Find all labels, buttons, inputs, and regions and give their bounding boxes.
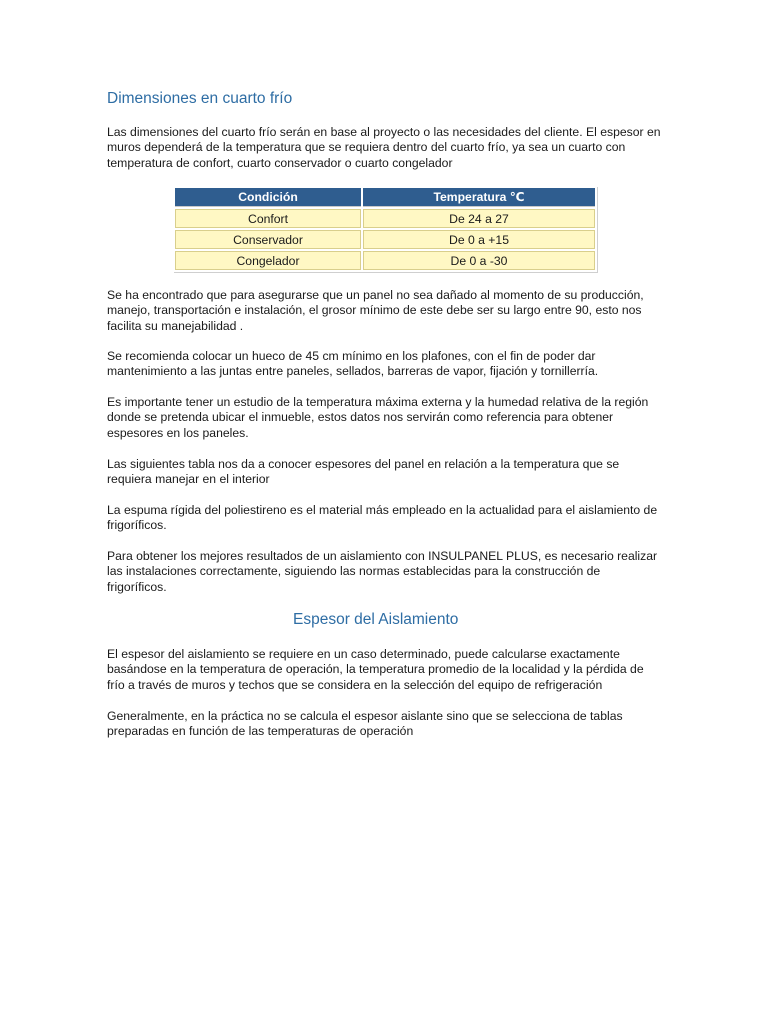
section-title-espesor: Espesor del Aislamiento [293,611,459,628]
table-cell-condition: Confort [175,209,361,228]
paragraph-espesor-calculo: El espesor del aislamiento se requiere en un caso determinado, puede calcularse exactamente basándose en la temperatura de operación, la temperatura promedio de la localidad y la pérdida de frío a través de muros y techos que se considera en la selección del equipo de refrigeración [107,647,644,692]
paragraph-hueco-plafones: Se recomienda colocar un hueco de 45 cm mínimo en los plafones, con el fin de poder dar mantenimiento a las juntas entre paneles, sellados, barreras de vapor, fijación y tornillerría. [107,349,599,379]
table-cell-temperature: De 24 a 27 [363,209,595,228]
temperature-table [173,186,597,272]
paragraph-insulpanel: Para obtener los mejores resultados de un aislamiento con INSULPANEL PLUS, es necesario realizar las instalaciones correctamente, siguiendo las normas establecidas para la construcción de frigoríficos. [107,549,658,594]
paragraph-espesor-tablas: Generalmente, en la práctica no se calcula el espesor aislante sino que se selecciona de tablas preparadas en función de las temperaturas de operación [107,709,623,739]
table-cell-temperature: De 0 a +15 [363,230,595,249]
paragraph-tabla-espesores: Las siguientes tabla nos da a conocer espesores del panel en relación a la temperatura que se requiera manejar en el interior [107,457,620,487]
intro-paragraph: Las dimensiones del cuarto frío serán en base al proyecto o las necesidades del cliente. El espesor en muros dependerá de la temperatura que se requiera dentro del cuarto frío, ya sea un cuarto con temperatura de confort, cuarto conservador o cuarto congelador [107,125,661,170]
table-header-row [175,188,595,207]
table-cell-condition: Conservador [175,230,361,249]
table-header-temperatura: Temperatura ℃ [363,188,595,207]
table-row [175,209,595,228]
paragraph-espuma-rigida: La espuma rígida del poliestireno es el material más empleado en la actualidad para el aislamiento de frigoríficos. [107,503,658,533]
paragraph-estudio-temperatura: Es importante tener un estudio de la temperatura máxima externa y la humedad relativa de la región donde se pretenda ubicar el inmueble, estos datos nos servirán como referencia para obtener espesores en los paneles. [107,395,649,440]
paragraph-panel-grosor: Se ha encontrado que para asegurarse que un panel no sea dañado al momento de su producción, manejo, transportación e instalación, el grosor mínimo de este debe ser su largo entre 90, esto nos facilita su manejabilidad . [107,288,644,333]
table-cell-temperature: De 0 a -30 [363,251,595,270]
table-cell-condition: Congelador [175,251,361,270]
section-title-dimensiones: Dimensiones en cuarto frío [107,90,293,107]
table-header-condicion: Condición [175,188,361,207]
table-row [175,230,595,249]
table-row [175,251,595,270]
